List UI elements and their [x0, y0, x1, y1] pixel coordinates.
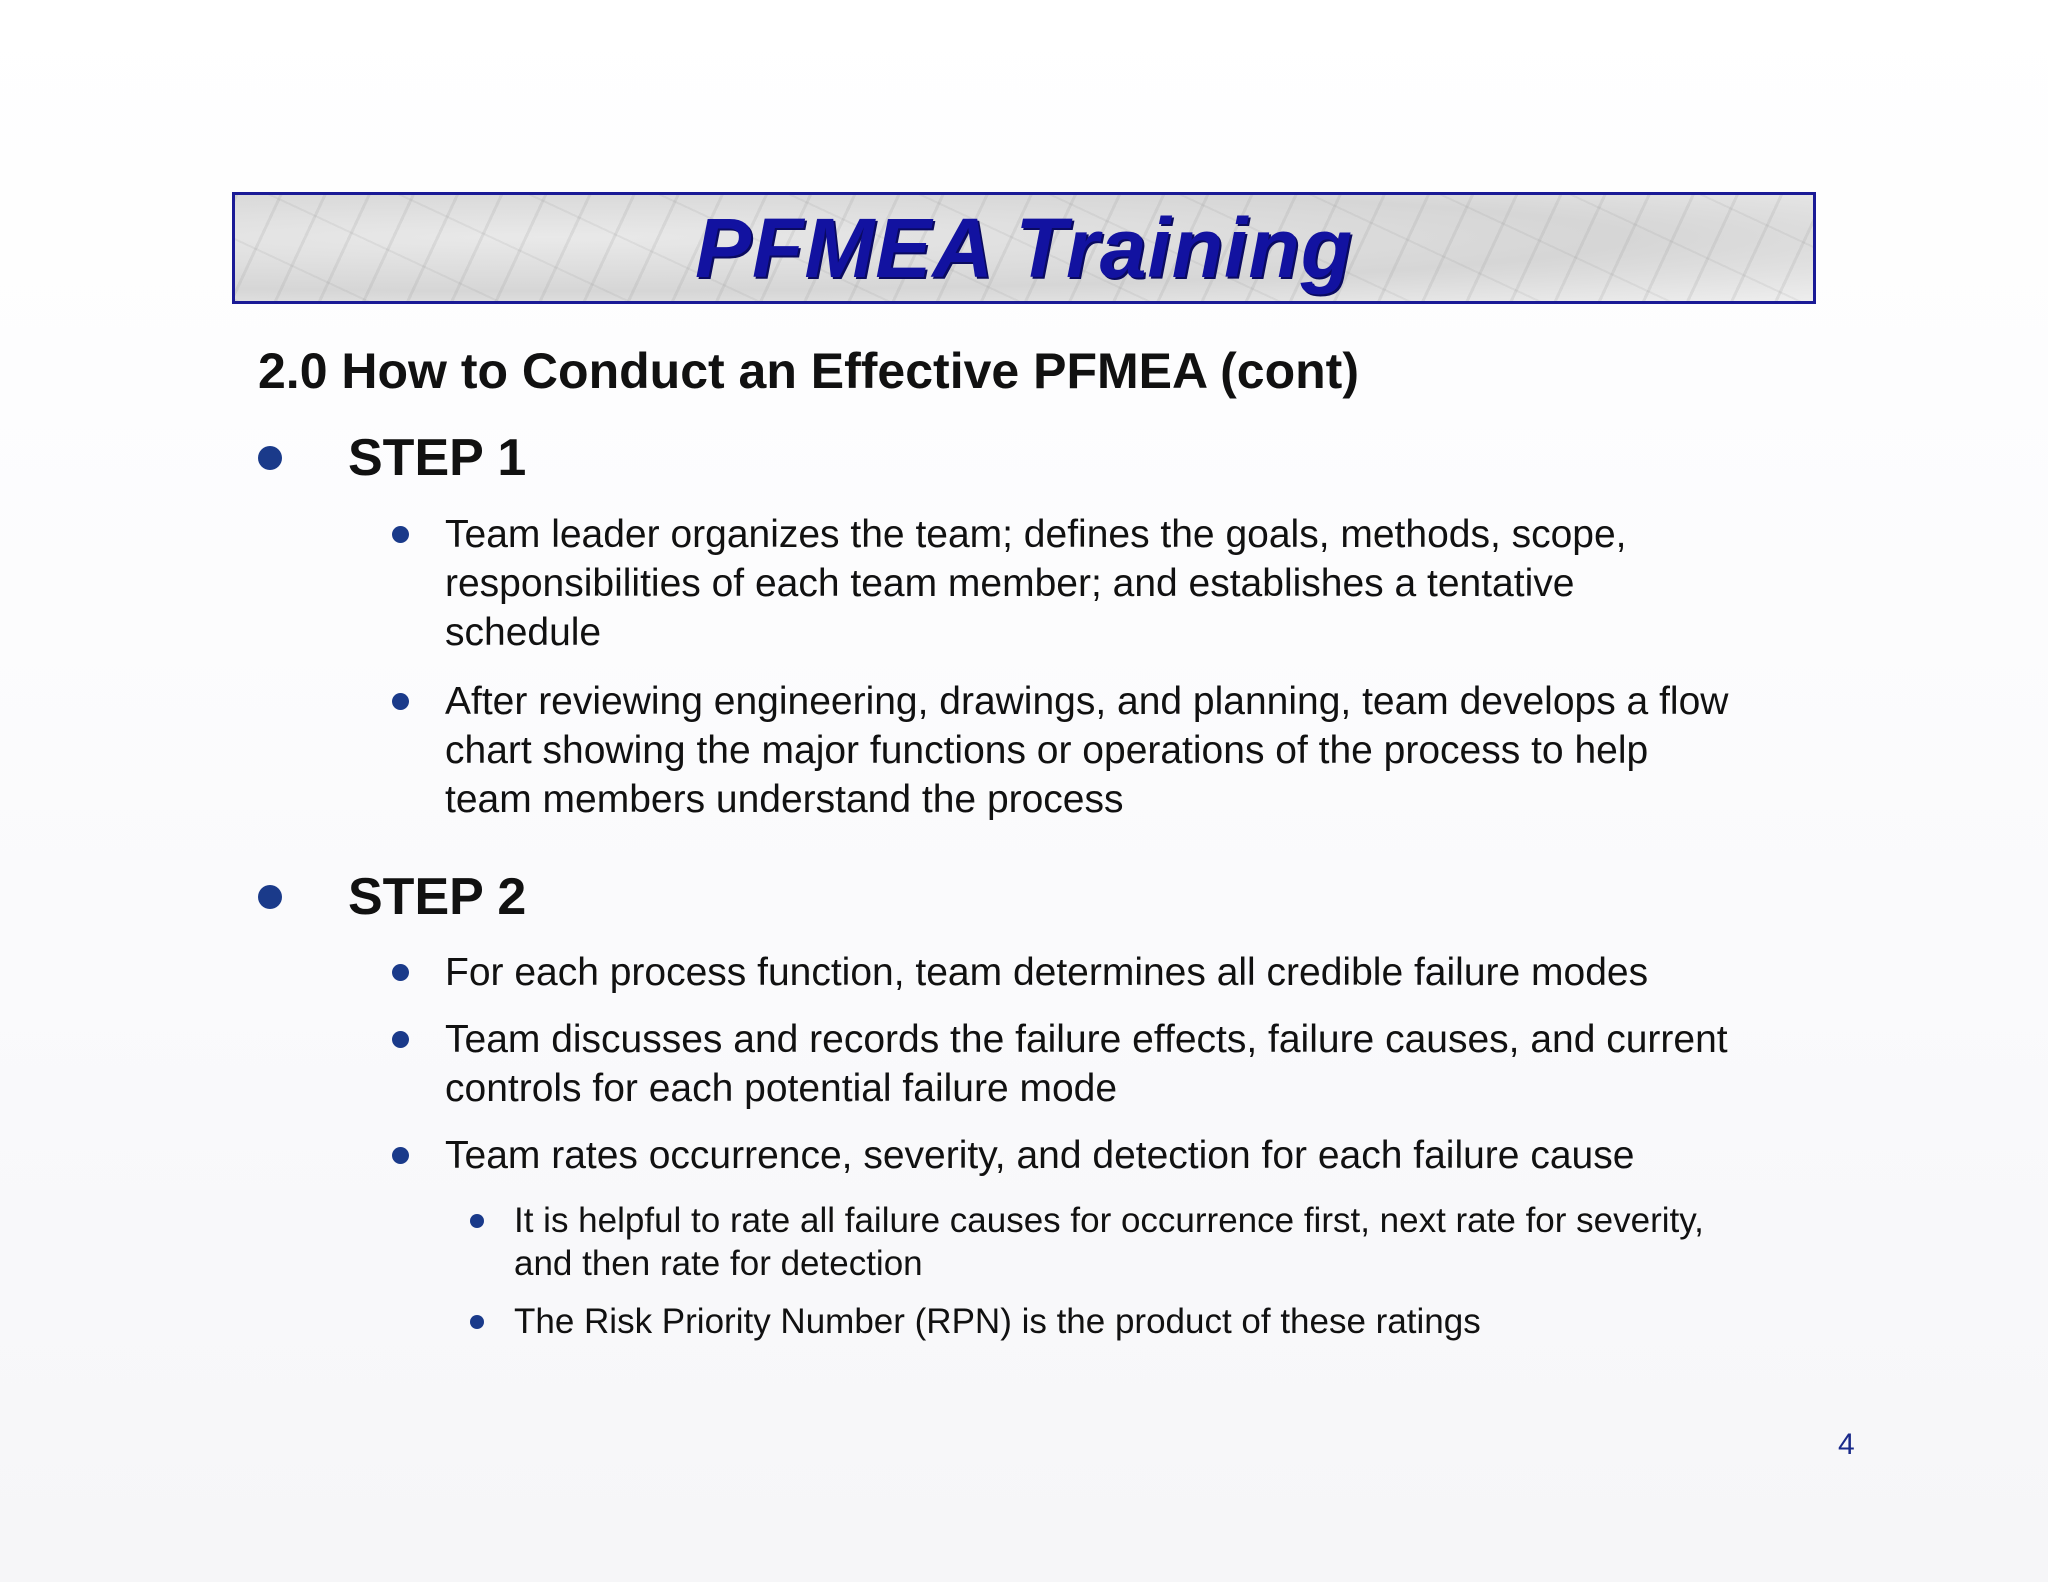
list-item-text: Team discusses and records the failure effects, failure causes, and current controls for each potential failure mode	[445, 1018, 1728, 1110]
sub-list-item	[470, 1300, 1770, 1343]
sub-list-item-text: It is helpful to rate all failure causes for occurrence first, next rate for severity, and then rate for detection	[514, 1201, 1704, 1283]
list-item-text: Team leader organizes the team; defines the goals, methods, scope, responsibilities of each team member; and establishes a tentative schedule	[445, 513, 1627, 654]
step-label: STEP 2	[348, 868, 527, 926]
title-banner	[232, 192, 1816, 304]
step-1-heading	[258, 428, 526, 488]
list-item-text: For each process function, team determines all credible failure modes	[445, 951, 1649, 994]
list-item-text: Team rates occurrence, severity, and detection for each failure cause	[445, 1134, 1635, 1177]
step-2-heading	[258, 867, 526, 927]
list-item-text: After reviewing engineering, drawings, and planning, team develops a flow chart showing the major functions or operations of the process to help team members understand the process	[445, 680, 1729, 821]
sub-list-item-text: The Risk Priority Number (RPN) is the product of these ratings	[514, 1302, 1481, 1341]
bullet-icon	[392, 1147, 409, 1164]
step-label: STEP 1	[348, 429, 527, 487]
slide-title: PFMEA Training	[694, 200, 1354, 295]
list-item	[392, 510, 1732, 657]
list-item	[392, 677, 1732, 824]
bullet-icon	[392, 1031, 409, 1048]
section-heading: 2.0 How to Conduct an Effective PFMEA (cont)	[258, 343, 1359, 399]
bullet-icon	[392, 693, 409, 710]
sub-list-item	[470, 1199, 1770, 1285]
bullet-icon	[392, 526, 409, 543]
page-number: 4	[1838, 1428, 1855, 1461]
list-item	[392, 948, 1732, 997]
bullet-icon	[470, 1315, 484, 1329]
bullet-icon	[392, 964, 409, 981]
bullet-icon	[258, 446, 282, 470]
bullet-icon	[258, 885, 282, 909]
bullet-icon	[470, 1214, 484, 1228]
list-item	[392, 1131, 1732, 1180]
list-item	[392, 1015, 1732, 1113]
